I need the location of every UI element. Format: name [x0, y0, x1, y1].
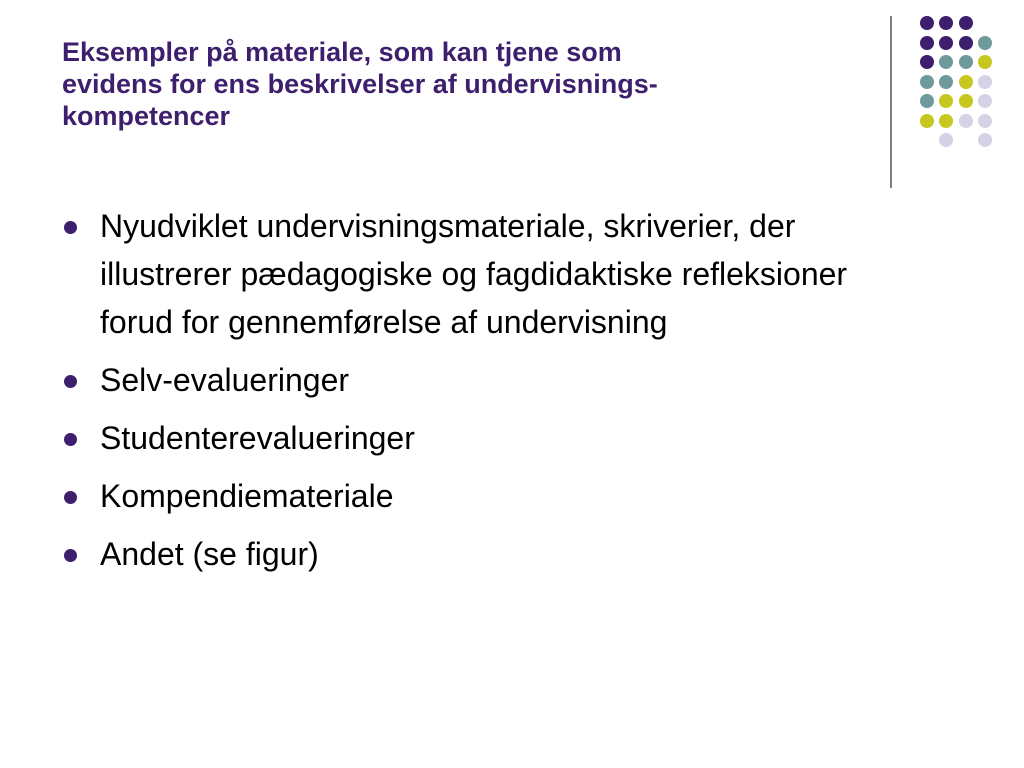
bullet-icon: [64, 375, 77, 388]
slide-title: Eksempler på materiale, som kan tjene som evidens for ens beskrivelser af undervisnings- kompetencer: [62, 37, 658, 131]
decorative-dot: [920, 16, 934, 30]
decorative-dot: [920, 94, 934, 108]
list-item: [62, 356, 922, 404]
bullet-icon: [64, 549, 77, 562]
decorative-dot: [978, 114, 992, 128]
list-item-text: Studenterevalueringer: [100, 420, 415, 456]
list-item: [62, 202, 922, 346]
decorative-dot: [978, 75, 992, 89]
decorative-dot: [939, 36, 953, 50]
bullet-icon: [64, 433, 77, 446]
bullet-list: [62, 202, 922, 588]
decorative-dot: [939, 133, 953, 147]
list-item-text: Selv-evalueringer: [100, 362, 350, 398]
decorative-dot: [939, 16, 953, 30]
decorative-dot: [978, 94, 992, 108]
list-item-text: Andet (se figur): [100, 536, 319, 572]
decorative-dot: [920, 55, 934, 69]
decorative-dot: [939, 94, 953, 108]
list-item-text: Kompendiemateriale: [100, 478, 394, 514]
decorative-dot: [959, 55, 973, 69]
bullet-icon: [64, 221, 77, 234]
list-item: [62, 530, 922, 578]
decorative-dot: [978, 55, 992, 69]
decorative-dot: [920, 75, 934, 89]
bullet-icon: [64, 491, 77, 504]
decorative-dot: [959, 36, 973, 50]
decorative-dot: [939, 114, 953, 128]
decorative-dot: [920, 114, 934, 128]
list-item: [62, 414, 922, 462]
decorative-dot: [978, 133, 992, 147]
decorative-dot: [939, 75, 953, 89]
decorative-dot: [920, 36, 934, 50]
decorative-dot: [959, 94, 973, 108]
decorative-dot: [978, 36, 992, 50]
list-item: [62, 472, 922, 520]
decorative-dot: [939, 55, 953, 69]
decorative-dot: [959, 114, 973, 128]
vertical-divider: [890, 16, 892, 188]
decorative-dot: [959, 16, 973, 30]
decorative-dot: [959, 75, 973, 89]
list-item-text: Nyudviklet undervisningsmateriale, skriverier, der illustrerer pædagogiske og fagdidaktiske refleksioner forud for gennemførelse af undervisning: [100, 208, 848, 340]
